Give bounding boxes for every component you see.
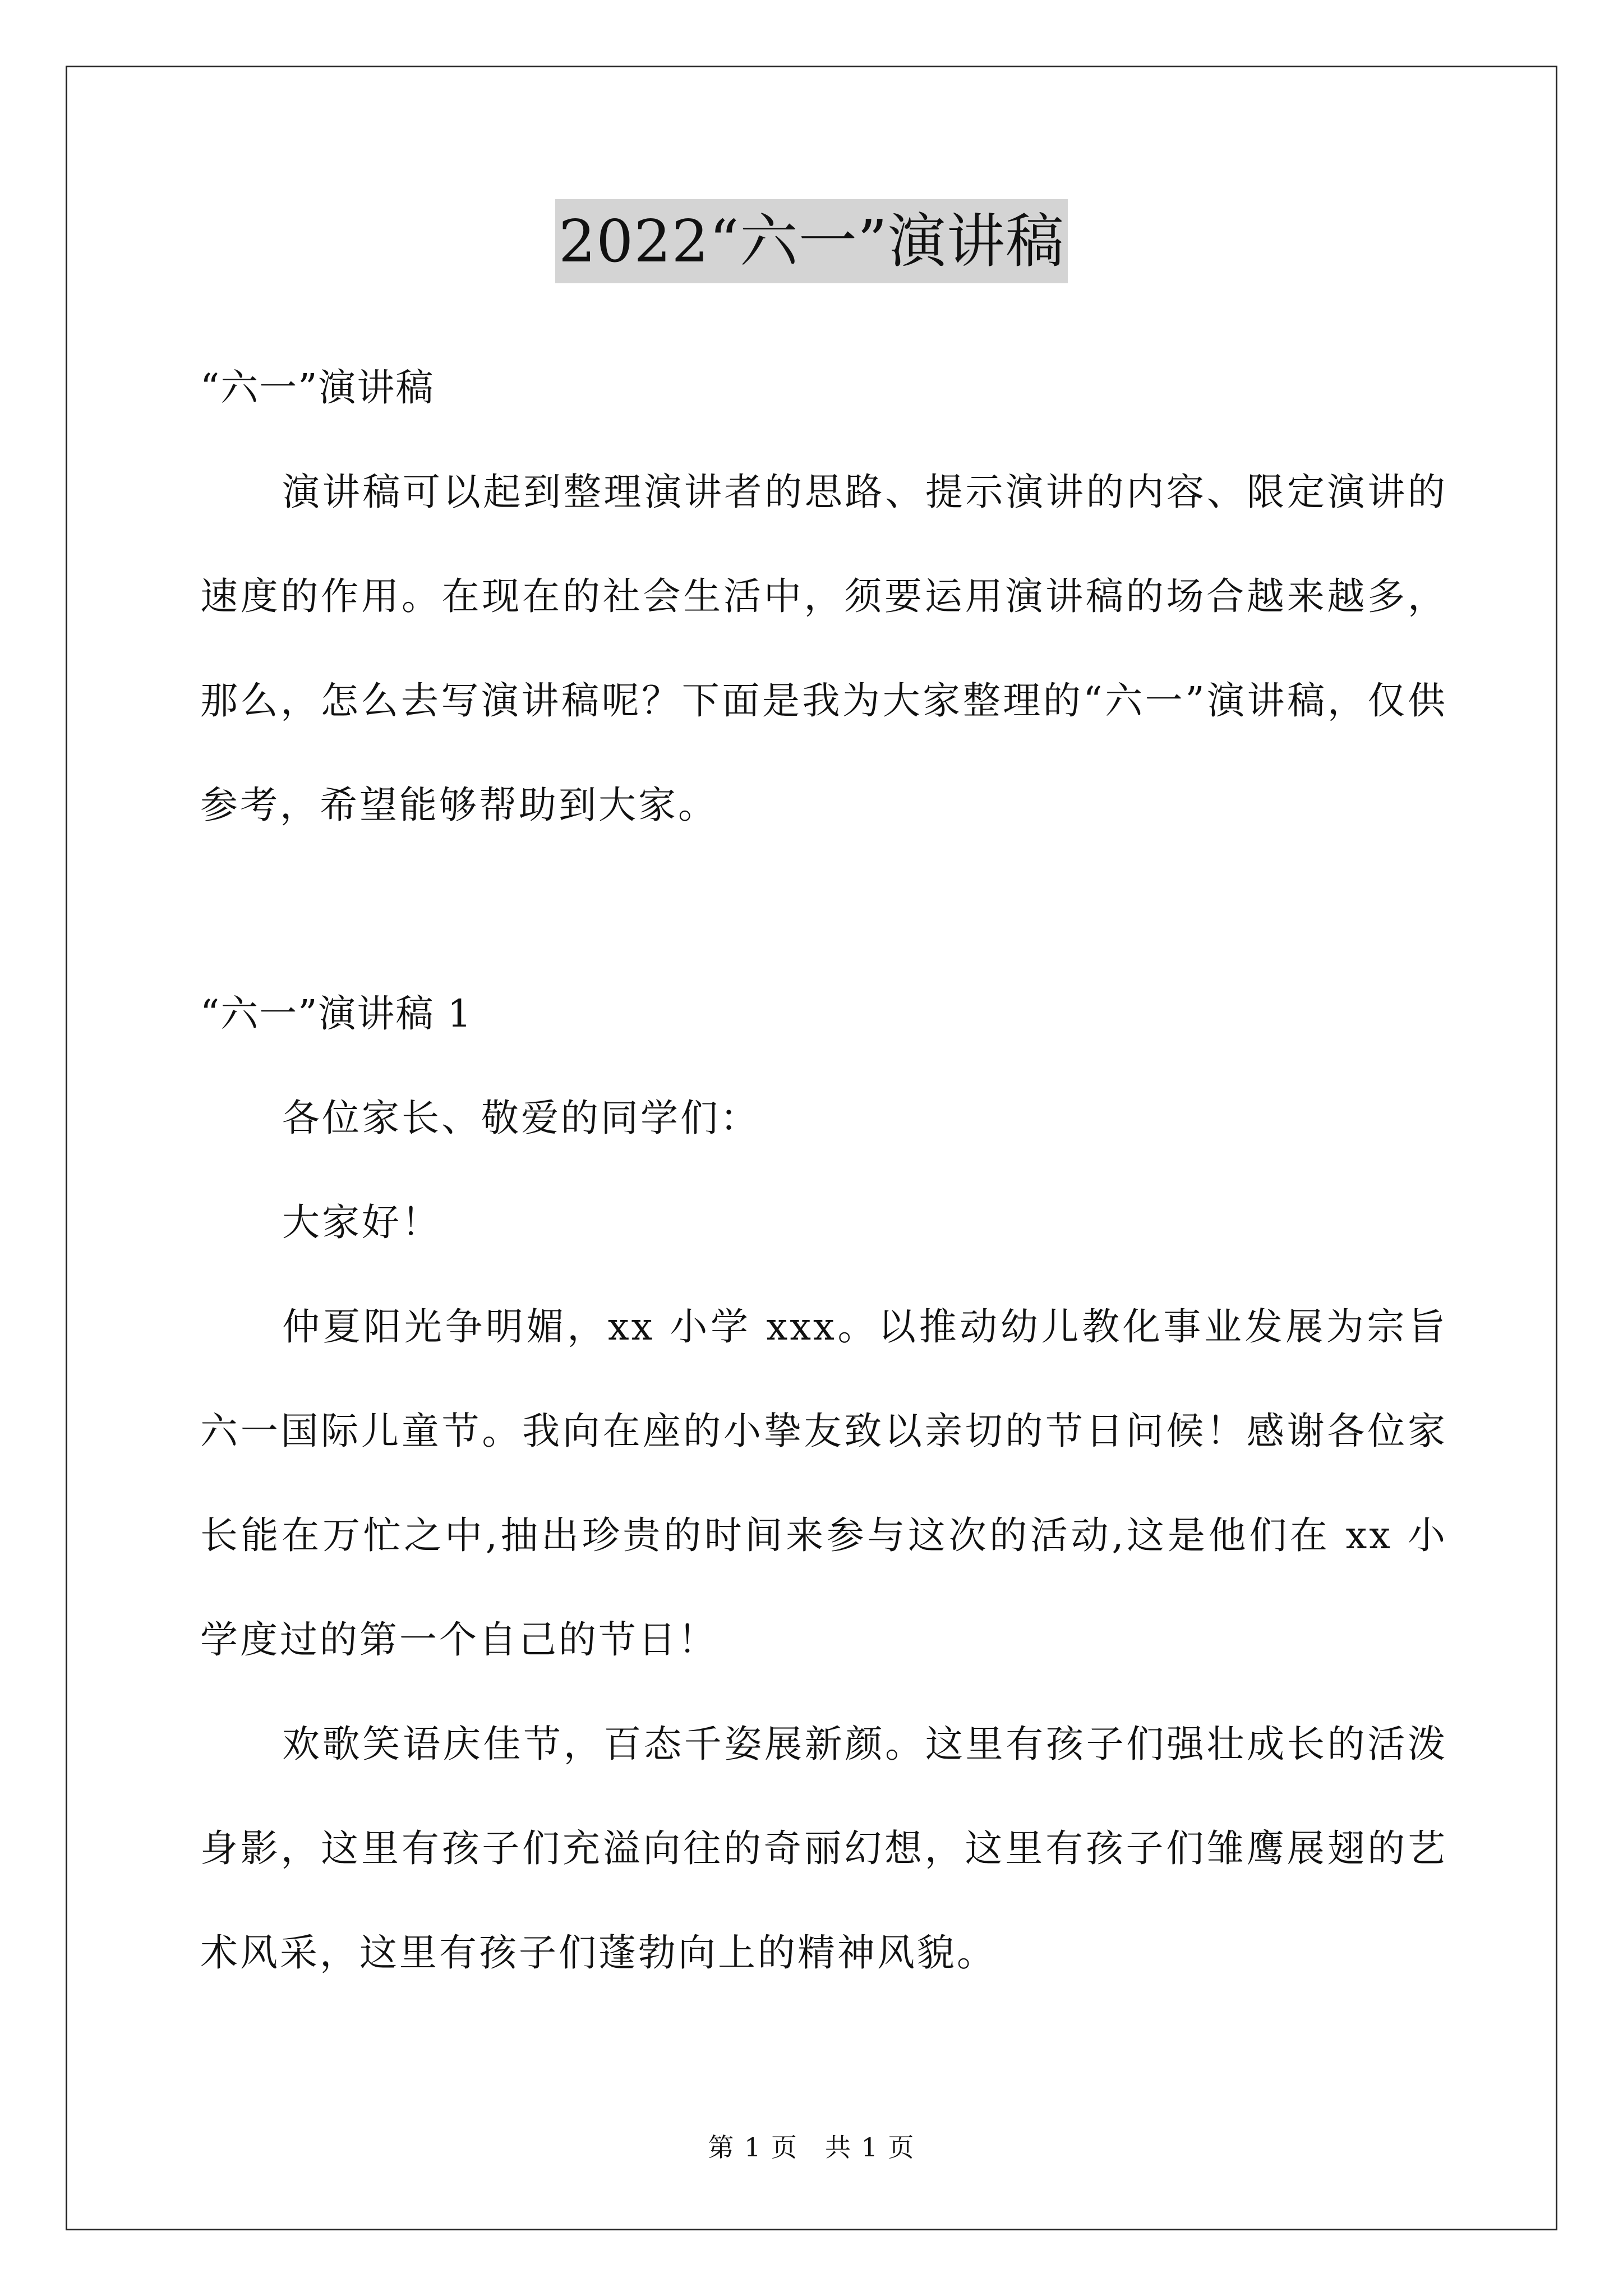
document-body bbox=[200, 335, 1447, 2005]
body-paragraph-2: 欢歌笑语庆佳节，百态千姿展新颜。这里有孩子们强壮成长的活泼身影，这里有孩子们充溢向往的奇丽幻想，这里有孩子们雏鹰展翅的艺术风采，这里有孩子们蓬勃向上的精神风貌。 bbox=[200, 1722, 1447, 1975]
greeting-paragraph: 大家好！ bbox=[282, 1200, 441, 1244]
body-paragraph-1: 仲夏阳光争明媚，xx 小学 xxx。以推动幼儿教化事业发展为宗旨六一国际儿童节。我向在座的小挚友致以亲切的节日问候！感谢各位家长能在万忙之中,抽出珍贵的时间来参与这次的活动,这是他们在 xx 小学度过的第一个自己的节日！ bbox=[200, 1305, 1447, 1662]
page-footer: 第 1 页 共 1 页 bbox=[708, 2132, 915, 2162]
paragraph-gap bbox=[200, 857, 1447, 961]
section-heading: “六一”演讲稿 bbox=[200, 366, 435, 409]
title-wrap bbox=[0, 199, 1623, 283]
document-title: 2022“六一”演讲稿 bbox=[555, 199, 1068, 283]
intro-paragraph: 演讲稿可以起到整理演讲者的思路、提示演讲的内容、限定演讲的速度的作用。在现在的社会生活中，须要运用演讲稿的场合越来越多，那么，怎么去写演讲稿呢？下面是我为大家整理的“六一”演讲稿，仅供参考，希望能够帮助到大家。 bbox=[200, 470, 1447, 827]
salutation-paragraph: 各位家长、敬爱的同学们： bbox=[282, 1096, 760, 1140]
speech-heading: “六一”演讲稿 1 bbox=[200, 992, 473, 1036]
